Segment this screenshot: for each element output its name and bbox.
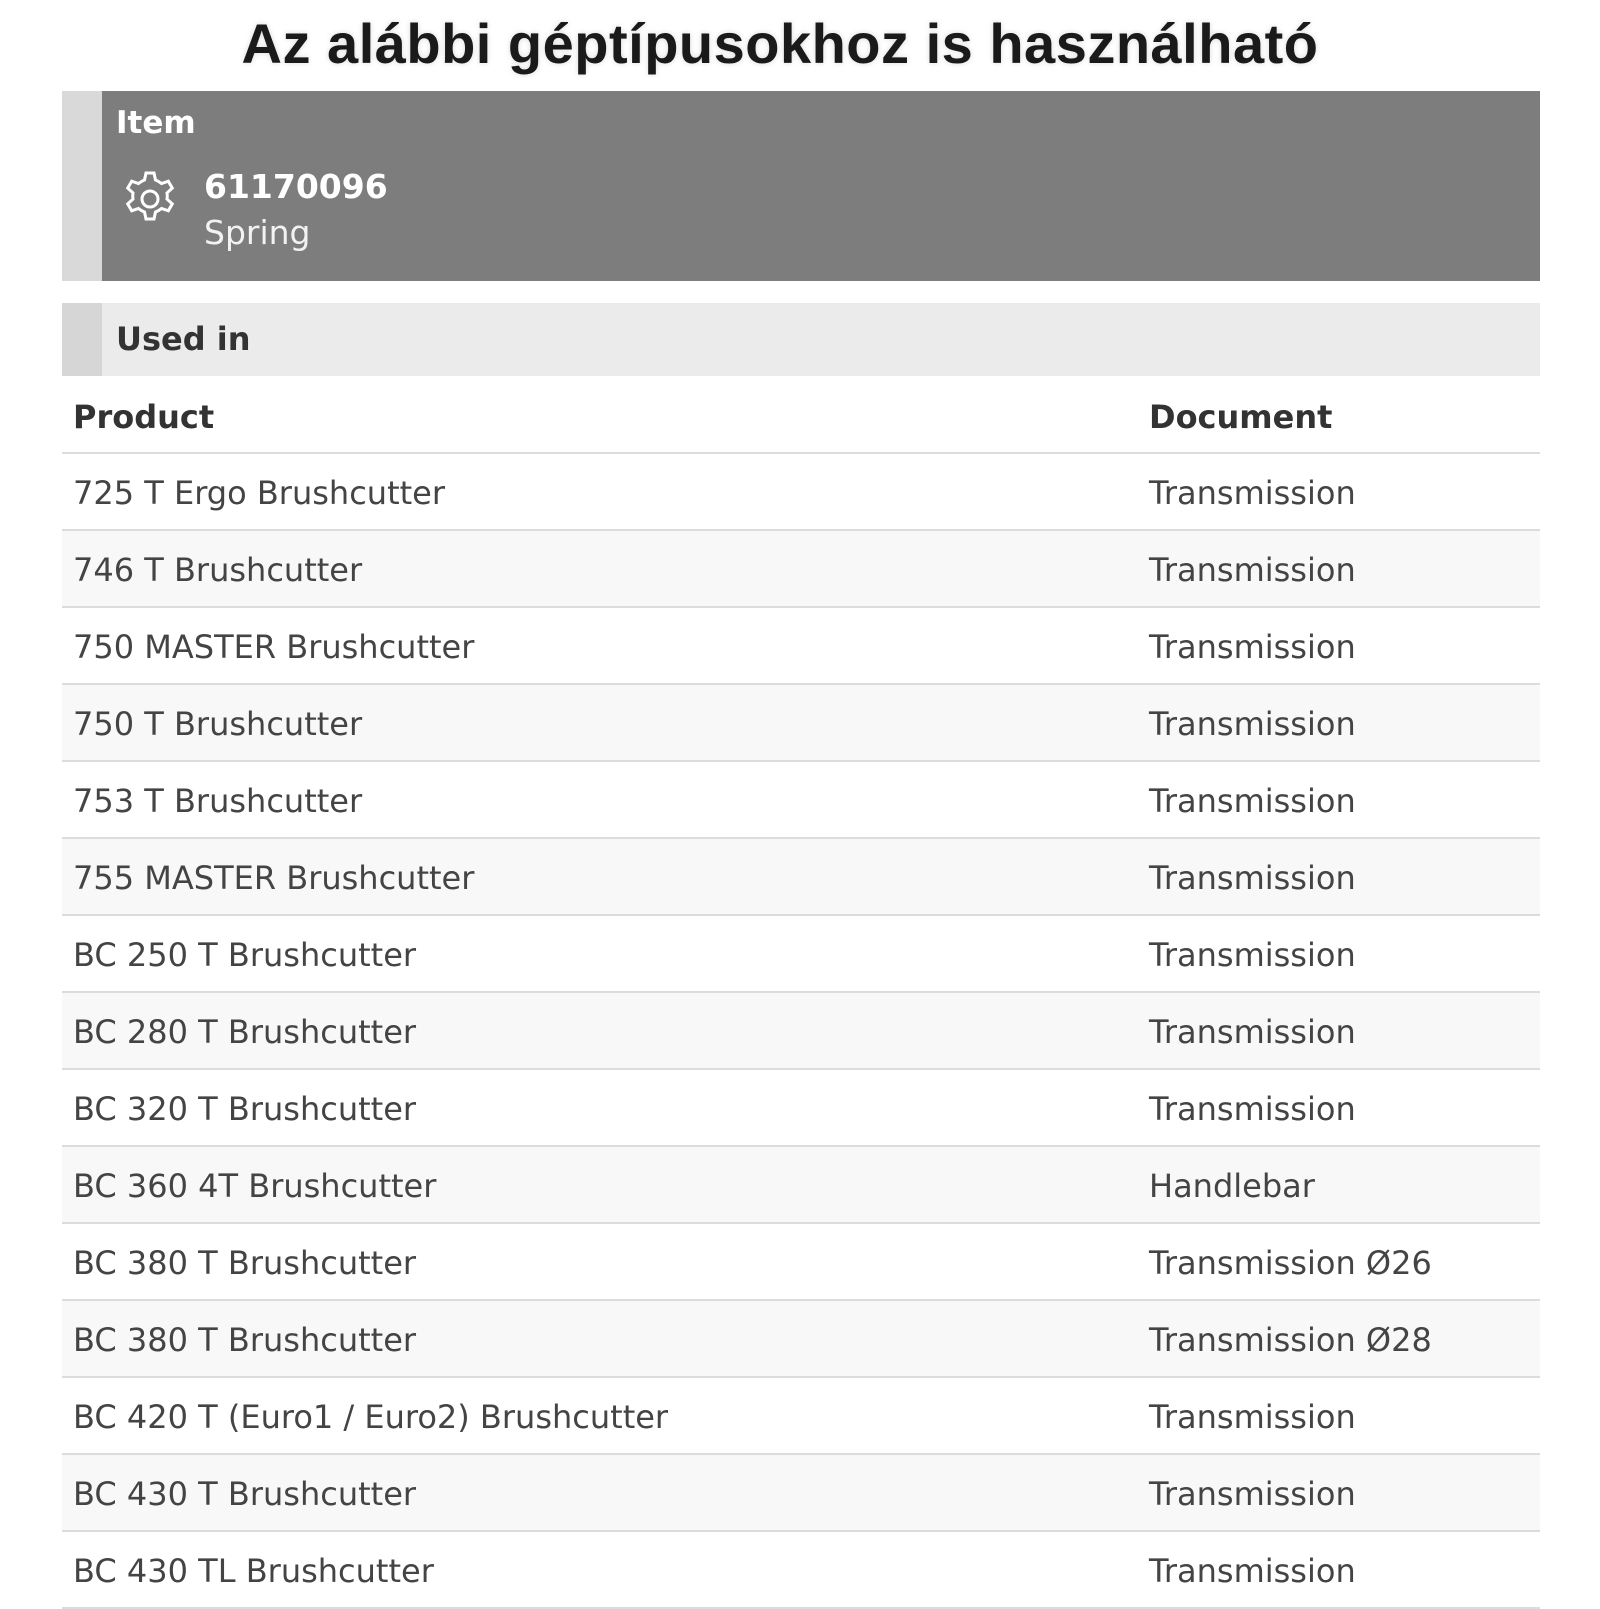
item-number: 61170096 [204,167,388,206]
used-in-section [62,303,1540,376]
table-row [62,993,1540,1070]
header-document: Document [1149,398,1333,436]
document-cell[interactable]: Transmission [1149,1013,1356,1051]
used-in-label: Used in [116,320,251,358]
product-cell[interactable]: 750 T Brushcutter [73,705,363,743]
product-cell[interactable]: 725 T Ergo Brushcutter [73,474,445,512]
product-cell[interactable]: BC 380 T Brushcutter [73,1244,417,1282]
product-cell[interactable]: BC 360 4T Brushcutter [73,1167,437,1205]
product-cell[interactable]: BC 420 T (Euro1 / Euro2) Brushcutter [73,1398,669,1436]
table-row [62,1532,1540,1609]
product-cell[interactable]: 753 T Brushcutter [73,782,363,820]
item-header [62,91,1540,281]
document-cell[interactable]: Transmission [1149,551,1356,589]
document-cell[interactable]: Transmission [1149,1552,1356,1590]
document-cell[interactable]: Transmission [1149,1090,1356,1128]
gear-icon [120,169,180,229]
document-cell[interactable]: Transmission [1149,1398,1356,1436]
table-row [62,1070,1540,1147]
page-title: Az alábbi géptípusokhoz is használható [241,12,1319,75]
table-row [62,1224,1540,1301]
document-cell[interactable]: Transmission Ø28 [1149,1321,1432,1359]
product-cell[interactable]: 755 MASTER Brushcutter [73,859,475,897]
product-cell[interactable]: BC 320 T Brushcutter [73,1090,417,1128]
product-cell[interactable]: 750 MASTER Brushcutter [73,628,475,666]
product-cell[interactable]: BC 380 T Brushcutter [73,1321,417,1359]
item-name: Spring [204,213,311,252]
product-cell[interactable]: 746 T Brushcutter [73,551,363,589]
product-cell[interactable]: BC 430 T Brushcutter [73,1475,417,1513]
table-row [62,762,1540,839]
document-cell[interactable]: Transmission [1149,628,1356,666]
item-header-strip [62,91,102,281]
product-cell[interactable]: BC 430 TL Brushcutter [73,1552,434,1590]
document-cell[interactable]: Transmission Ø26 [1149,1244,1432,1282]
document-cell[interactable]: Transmission [1149,859,1356,897]
document-cell[interactable]: Transmission [1149,936,1356,974]
document-cell[interactable]: Transmission [1149,1475,1356,1513]
document-cell[interactable]: Transmission [1149,782,1356,820]
used-in-table [62,378,1540,1609]
header-product: Product [73,398,215,436]
table-row [62,916,1540,993]
table-row [62,1455,1540,1532]
table-header [62,378,1540,454]
table-row [62,454,1540,531]
document-cell[interactable]: Handlebar [1149,1167,1315,1205]
item-label: Item [116,105,196,141]
product-cell[interactable]: BC 280 T Brushcutter [73,1013,417,1051]
used-in-strip [62,303,102,376]
product-cell[interactable]: BC 250 T Brushcutter [73,936,417,974]
table-row [62,839,1540,916]
table-row [62,1147,1540,1224]
table-row [62,608,1540,685]
table-row [62,1301,1540,1378]
table-row [62,1378,1540,1455]
document-cell[interactable]: Transmission [1149,474,1356,512]
table-row [62,531,1540,608]
table-row [62,685,1540,762]
document-cell[interactable]: Transmission [1149,705,1356,743]
